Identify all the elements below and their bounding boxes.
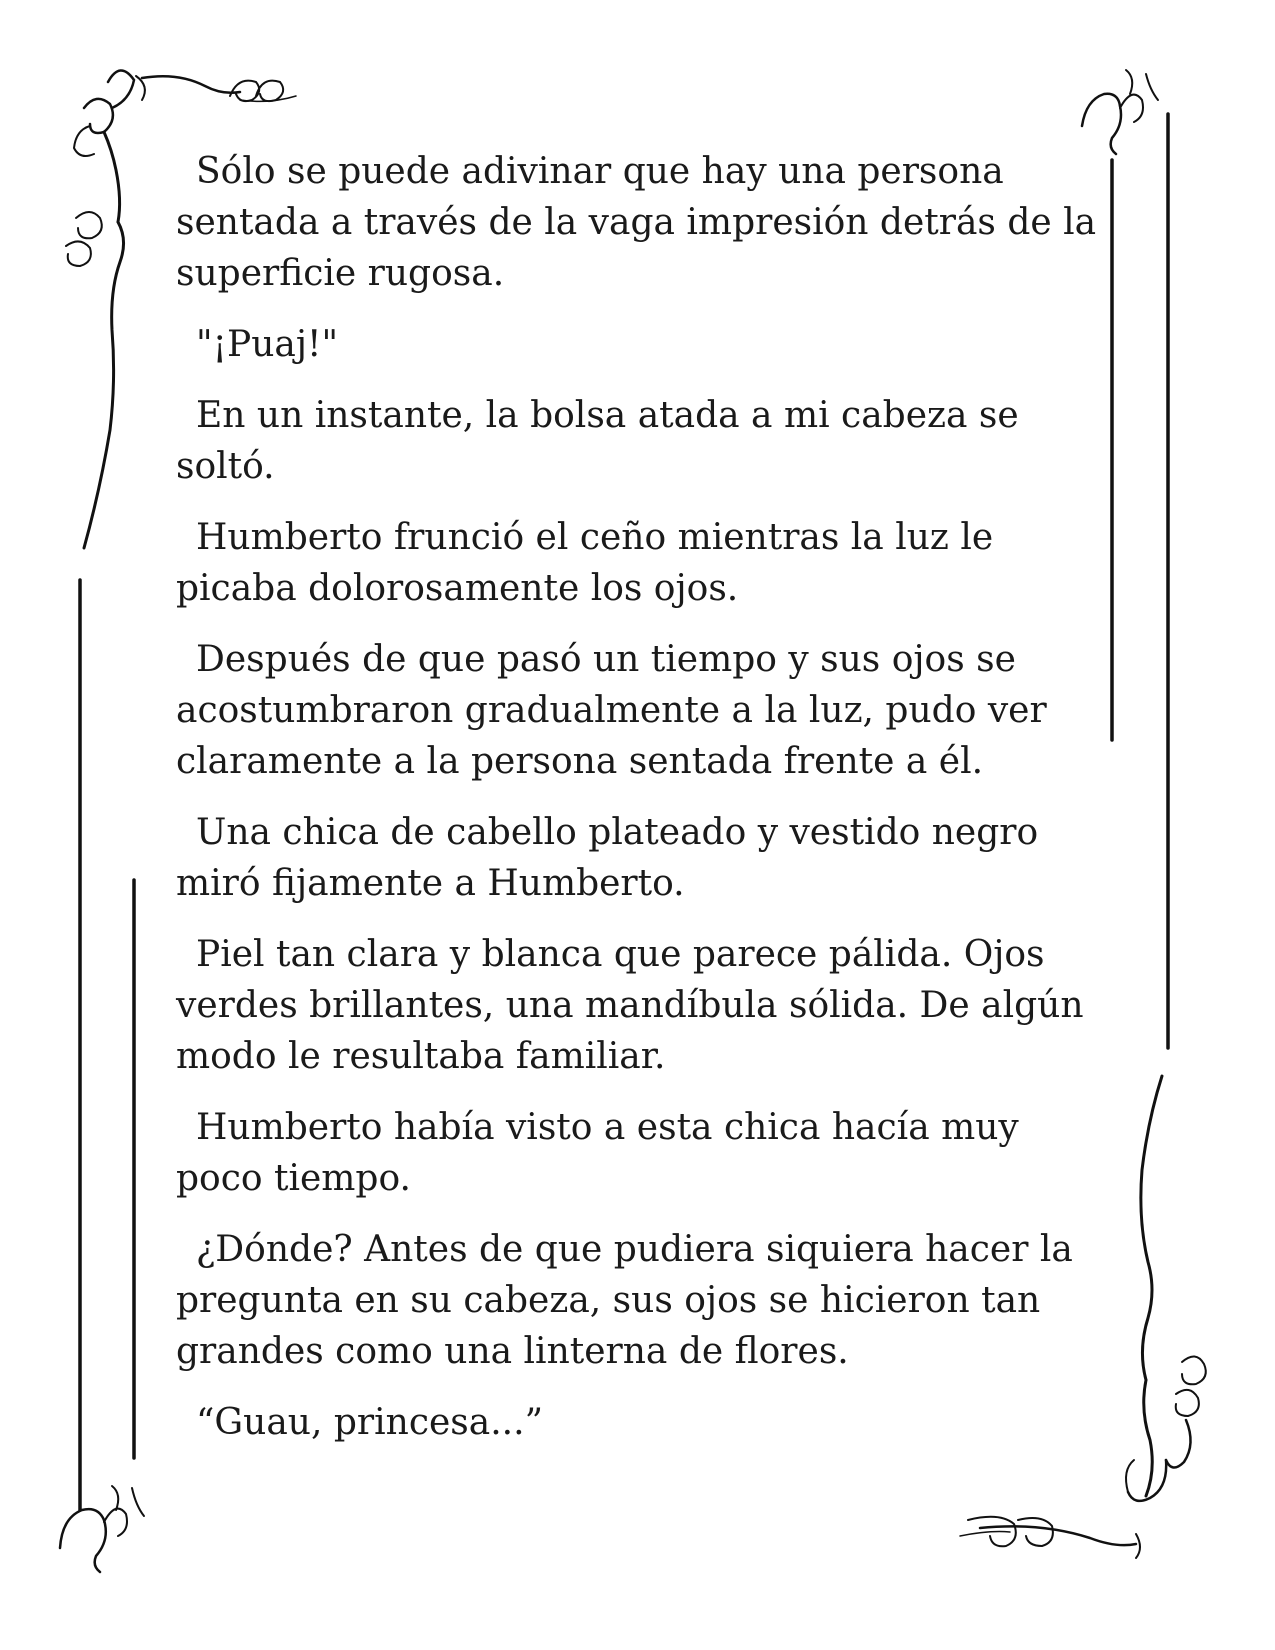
- document-body: [176, 146, 1106, 1468]
- paragraph-6: Una chica de cabello plateado y vestido negro miró fijamente a Humberto.: [176, 812, 1039, 904]
- paragraph-9: ¿Dónde? Antes de que pudiera siquiera hacer la pregunta en su cabeza, sus ojos se hicieron tan grandes como una linterna de flores.: [176, 1229, 1073, 1372]
- paragraph-1: Sólo se puede adivinar que hay una persona sentada a través de la vaga impresión detrás de la superficie rugosa.: [176, 151, 1097, 294]
- paragraph-8: Humberto había visto a esta chica hacía muy poco tiempo.: [176, 1107, 1019, 1199]
- top-right-flourish-icon: [1082, 70, 1158, 154]
- paragraph-3: En un instante, la bolsa atada a mi cabeza se soltó.: [176, 395, 1019, 487]
- bottom-left-flourish-icon: [60, 1486, 144, 1572]
- paragraph-7: Piel tan clara y blanca que parece pálida. Ojos verdes brillantes, una mandíbula sólida. De algún modo le resultaba familiar.: [176, 934, 1084, 1077]
- paragraph-2: "¡Puaj!": [196, 324, 339, 365]
- paragraph-5: Después de que pasó un tiempo y sus ojos se acostumbraron gradualmente a la luz, pudo ver claramente a la persona sentada frente a él.: [176, 639, 1047, 782]
- paragraph-4: Humberto frunció el ceño mientras la luz le picaba dolorosamente los ojos.: [176, 517, 994, 609]
- paragraph-10: “Guau, princesa...”: [196, 1402, 543, 1443]
